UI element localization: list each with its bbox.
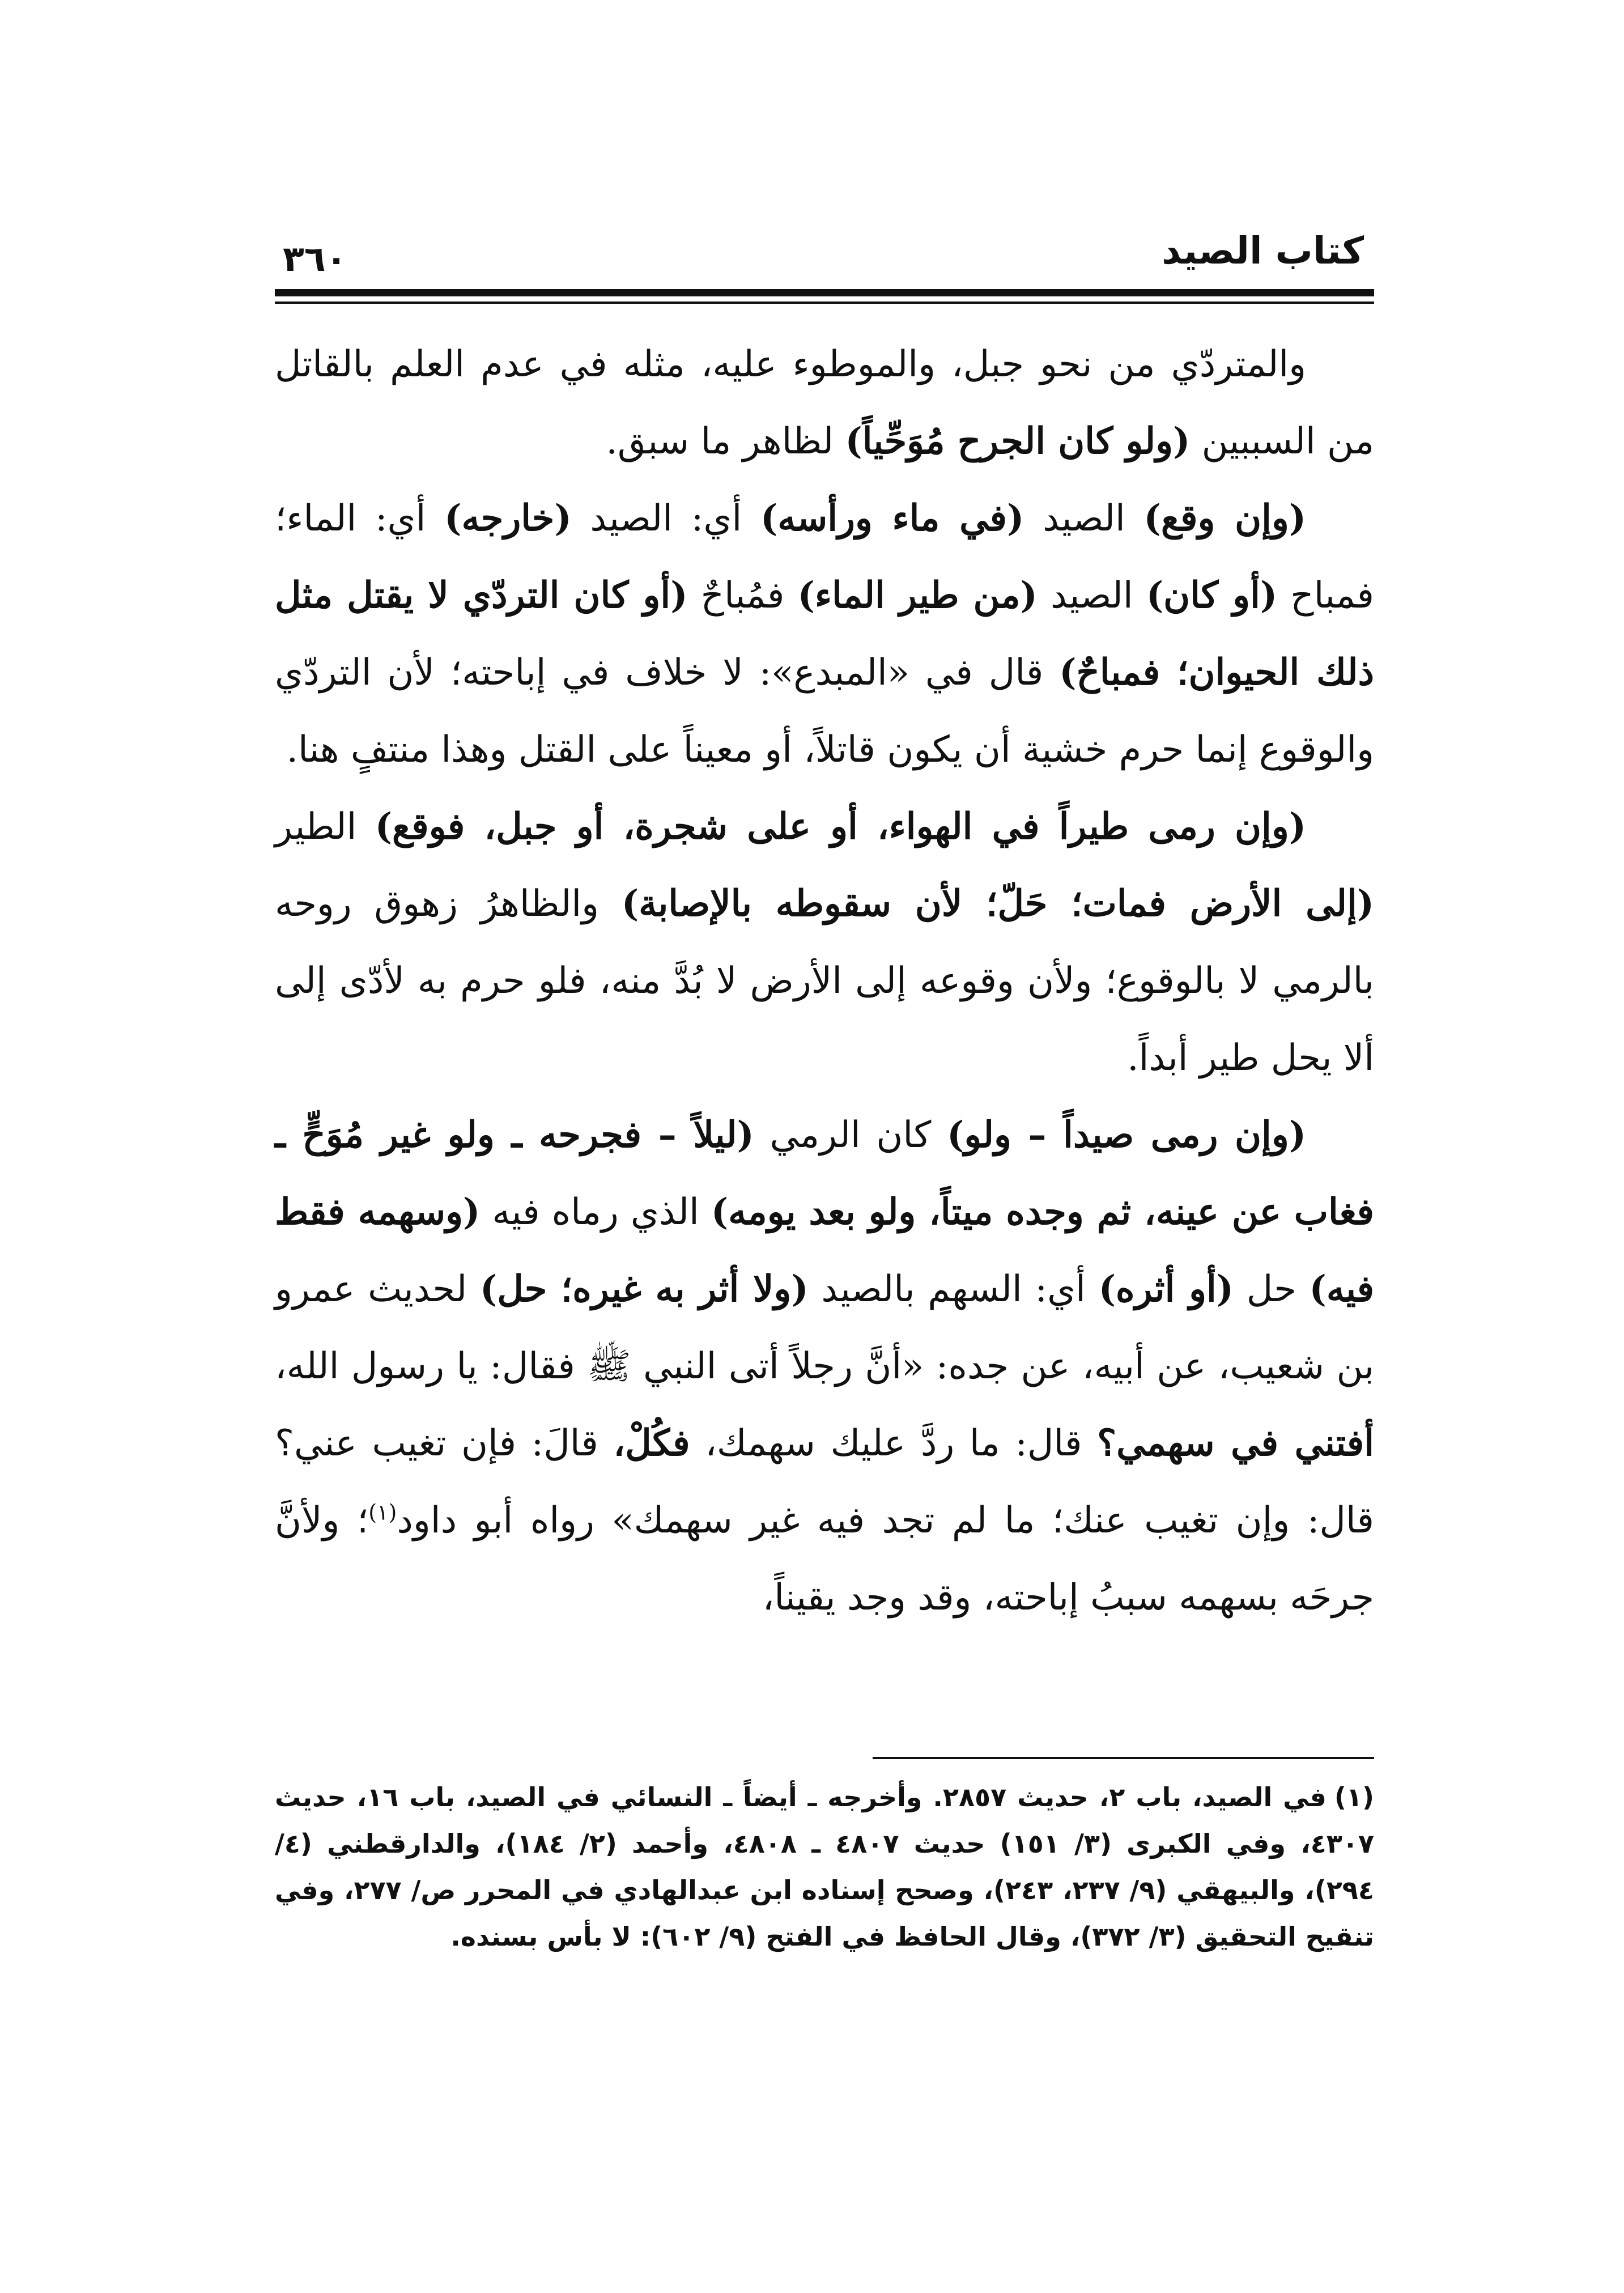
paragraph [275, 480, 1374, 788]
matn-text: فكُلْ، [613, 1422, 690, 1464]
sharh-text: أي: الصيد [571, 498, 760, 540]
footnote-reference: (١) [368, 1500, 397, 1525]
sharh-text: كان الرمي [754, 1114, 947, 1156]
matn-text: (من طير الماء) [797, 574, 1038, 617]
footnotes [275, 1774, 1374, 1960]
sharh-text: أي: السهم بالصيد [808, 1268, 1099, 1310]
main-text [275, 326, 1374, 1636]
sharh-text: لظاهر ما سبق. [606, 421, 845, 462]
paragraph [275, 326, 1374, 480]
sharh-text: الصيد [1037, 575, 1146, 617]
header-rule-thick [275, 289, 1374, 296]
matn-text: (أو كان التردّي لا يقتل مثل ذلك الحيوان؛ فمباحٌ) [275, 574, 1375, 694]
sharh-text: قال في «المبدع»: لا خلاف في إباحته؛ لأن التردّي والوقوع إنما حرم خشية أن يكون قاتلاً، أو معيناً على القتل وهذا منتفٍ هنا. [275, 652, 1374, 771]
footnote-separator [873, 1757, 1374, 1759]
matn-text: (ولو كان الجرح مُوَحِّياً) [845, 420, 1191, 462]
header-rule-thin [275, 302, 1374, 304]
sharh-text: قال: ما ردَّ عليك سهمك، [690, 1422, 1098, 1464]
sharh-text: الذي رماه فيه [480, 1191, 711, 1233]
sharh-text: والمتردّي من نحو جبل، والموطوء عليه، مثله في عدم العلم بالقاتل من السببين [275, 343, 1374, 462]
sharh-text: قالَ: فإن تغيب عني؟ قال: وإن تغيب عنك؛ ما لم تجد فيه غير سهمك» رواه أبو داود [275, 1422, 1374, 1542]
matn-text: (وإن رمى طيراً في الهواء، أو على شجرة، أو جبل، فوقع) [375, 805, 1307, 848]
footnote [275, 1774, 1374, 1960]
matn-text: (وإن وقع) [1143, 497, 1307, 540]
matn-text: (ليلاً – فجرحه ـ ولو غير مُوَحٍّ ـ فغاب عن عينه، ثم وجده ميتاً، ولو بعد يومه) [275, 1114, 1375, 1233]
matn-text: أفتني في سهمي؟ [1097, 1422, 1375, 1464]
sharh-text: أي: الماء؛ فمباح [275, 498, 1375, 617]
sharh-text: والظاهرُ زهوق روحه بالرمي لا بالوقوع؛ ولأن وقوعه إلى الأرض لا بُدَّ منه، فلو حرم به لأدّى إلى ألا يحل طير أبداً. [275, 883, 1374, 1079]
matn-text: (في ماء ورأسه) [760, 497, 1024, 540]
matn-text: (وسهمه فقط فيه) [275, 1191, 1375, 1310]
paragraph [275, 1097, 1374, 1636]
matn-text: (خارجه) [444, 497, 572, 540]
matn-text: (إلى الأرض فمات؛ حَلّ؛ لأن سقوطه بالإصابة) [621, 882, 1375, 925]
sharh-text: الصيد [1024, 498, 1144, 540]
sharh-text: ؛ ولأنَّ جرحَه بسهمه سببُ إباحته، وقد وجد يقيناً، [275, 1500, 1374, 1619]
sharh-text: لحديث عمرو بن شعيب، عن أبيه، عن جده: «أنَّ رجلاً أتى النبي ﷺ فقال: يا رسول الله، [275, 1268, 1375, 1387]
matn-text: (أو كان) [1146, 574, 1278, 617]
matn-text: (أو أثره) [1098, 1268, 1234, 1310]
running-title: كتاب الصيد [1162, 229, 1364, 273]
page-header [275, 221, 1374, 306]
footnote-number: (١) [1334, 1782, 1374, 1812]
sharh-text: فمُباحٌ [687, 575, 798, 617]
sharh-text: الطير [275, 806, 375, 848]
paragraph [275, 788, 1374, 1097]
matn-text: (وإن رمى صيداً – ولو) [947, 1114, 1307, 1156]
sharh-text: حل [1234, 1268, 1310, 1310]
page-number: ٣٦٠ [283, 238, 347, 279]
matn-text: (ولا أثر به غيره؛ حل) [479, 1268, 809, 1310]
footnote-text: في الصيد، باب ٢، حديث ٢٨٥٧. وأخرجه ـ أيضاً ـ النسائي في الصيد، باب ١٦، حديث ٤٣٠٧، وفي الكبرى (٣/ ١٥١) حديث ٤٨٠٧ ـ ٤٨٠٨، وأحمد (٢/ ١٨٤)، والدارقطني (٤/ ٢٩٤)، والبيهقي (٩/ ٢٣٧، ٢٤٣)، وصحح إسناده ابن عبدالهادي في المحرر ص/ ٢٧٧، وفي تنقيح التحقيق (٣/ ٣٧٢)، وقال الحافظ في الفتح (٩/ ٦٠٢): لا بأس بسنده. [275, 1782, 1374, 1952]
